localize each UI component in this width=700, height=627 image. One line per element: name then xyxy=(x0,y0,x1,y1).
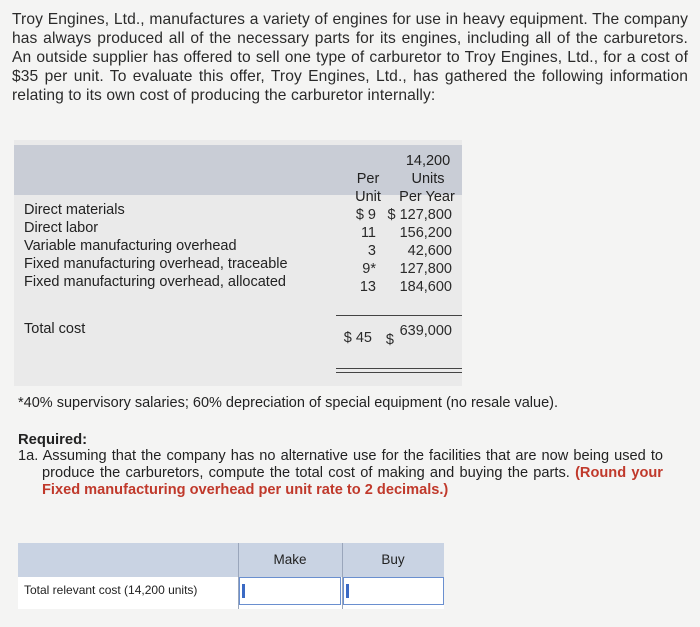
double-rule-top xyxy=(336,368,462,369)
row-label-total-cost: Total cost xyxy=(24,321,86,337)
row-label-direct-labor: Direct labor xyxy=(24,220,99,236)
cell-year-variable-overhead: 42,600 xyxy=(407,243,452,259)
row-label-variable-overhead: Variable manufacturing overhead xyxy=(24,238,237,254)
row-label-direct-materials: Direct materials xyxy=(24,202,125,218)
header-unit-top: Per xyxy=(356,171,380,187)
cell-year-direct-materials: $ 127,800 xyxy=(387,207,452,223)
cell-year-fixed-traceable: 127,800 xyxy=(399,261,452,277)
question-number: 1a. xyxy=(18,448,39,464)
header-year-mid: Units xyxy=(411,171,445,187)
cell-year-fixed-allocated: 184,600 xyxy=(399,279,452,295)
question-text: Assuming that the company has no alternative use for the facilities that are now being used to produce the carburetors, compute the total cost of making and buying the parts. xyxy=(42,448,664,481)
col-buy-header: Buy xyxy=(381,552,405,567)
header-year-bottom: Per Year xyxy=(399,189,455,205)
make-input-marker xyxy=(242,584,245,598)
total-rule xyxy=(336,315,462,316)
cost-table xyxy=(14,140,462,386)
question-1a xyxy=(18,448,663,499)
col-make-header: Make xyxy=(273,552,307,567)
required-heading: Required: xyxy=(18,432,88,448)
row-label-fixed-traceable: Fixed manufacturing overhead, traceable xyxy=(24,256,288,272)
cell-year-direct-labor: 156,200 xyxy=(399,225,452,241)
answer-row-label: Total relevant cost (14,200 units) xyxy=(24,583,198,597)
buy-input-marker xyxy=(346,584,349,598)
cell-year-total-sign: $ xyxy=(385,332,394,348)
answer-table xyxy=(18,543,444,609)
cell-unit-total: $ 45 xyxy=(343,330,372,346)
cell-unit-direct-materials: $ 9 xyxy=(355,207,376,223)
cell-year-total: 639,000 xyxy=(399,323,452,339)
footnote: *40% supervisory salaries; 60% depreciation of special equipment (no resale value). xyxy=(18,395,559,411)
buy-total-input[interactable] xyxy=(343,577,444,605)
cell-unit-fixed-allocated: 13 xyxy=(359,279,376,295)
problem-intro: Troy Engines, Ltd., manufactures a variety of engines for use in heavy equipment. The company has always produced all of the necessary parts for its engines, including all of the carburetors. An outside supplier has offered to sell one type of carburetor to Troy Engines, Ltd., for a cost of $35 per unit. To evaluate this offer, Troy Engines, Ltd., has gathered the following information relating to its own cost of producing the carburetor internally: xyxy=(12,11,688,104)
question-rounding-note: (Round your Fixed manufacturing overhead per unit rate to 2 decimals.) xyxy=(42,465,663,498)
header-year-top: 14,200 xyxy=(405,153,451,169)
cell-unit-direct-labor: 11 xyxy=(360,225,376,241)
cell-unit-variable-overhead: 3 xyxy=(367,243,376,259)
row-label-fixed-allocated: Fixed manufacturing overhead, allocated xyxy=(24,274,286,290)
cell-unit-fixed-traceable: 9* xyxy=(362,261,376,277)
header-unit-bottom: Unit xyxy=(355,189,381,205)
make-total-input[interactable] xyxy=(239,577,341,605)
double-rule-bottom xyxy=(336,372,462,373)
